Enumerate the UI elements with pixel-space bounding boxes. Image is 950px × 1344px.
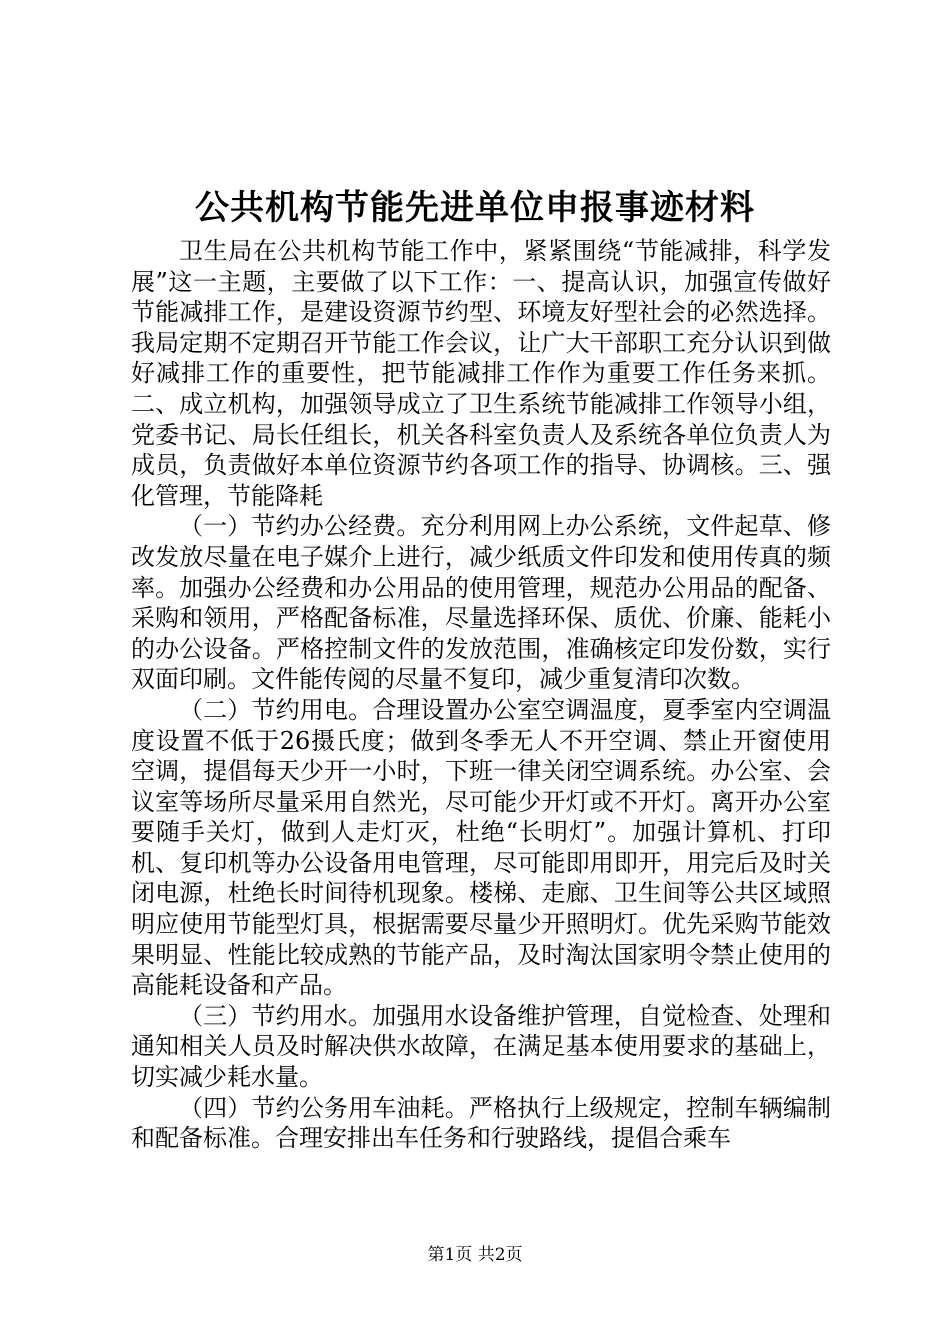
paragraph-vehicle-fuel: （四）节约公务用车油耗。严格执行上级规定，控制车辆编制和配备标准。合理安排出车任务和行驶路线，提倡合乘车	[131, 1093, 831, 1153]
paragraph-water: （三）节约用水。加强用水设备维护管理，自觉检查、处理和通知相关人员及时解决供水故障，在满足基本使用要求的基础上，切实减少耗水量。	[131, 1001, 831, 1092]
document-body	[131, 236, 831, 1154]
page-number-footer: 第1页 共2页	[427, 1245, 523, 1265]
document-title: 公共机构节能先进单位申报事迹材料	[195, 188, 755, 228]
paragraph-office-expenses: （一）节约办公经费。充分利用网上办公系统，文件起草、修改发放尽量在电子媒介上进行，减少纸质文件印发和使用传真的频率。加强办公经费和办公用品的使用管理，规范办公用品的配备、采购和领用，严格配备标准，尽量选择环保、质优、价廉、能耗小的办公设备。严格控制文件的发放范围，准确核定印发份数，实行双面印刷。文件能传阅的尽量不复印，减少重复清印次数。	[131, 512, 831, 694]
paragraph-intro: 卫生局在公共机构节能工作中，紧紧围绕“节能减排，科学发展”这一主题，主要做了以下工作：一、提高认识，加强宣传做好节能减排工作，是建设资源节约型、环境友好型社会的必然选择。我局定期不定期召开节能工作会议，让广大干部职工充分认识到做好减排工作的重要性，把节能减排工作作为重要工作任务来抓。二、成立机构，加强领导成立了卫生系统节能减排工作领导小组，党委书记、局长任组长，机关各科室负责人及系统各单位负责人为成员，负责做好本单位资源节约各项工作的指导、协调核。三、强化管理，节能降耗	[131, 237, 831, 510]
paragraph-electricity: （二）节约用电。合理设置办公室空调温度，夏季室内空调温度设置不低于26摄氏度；做到冬季无人不开空调、禁止开窗使用空调，提倡每天少开一小时，下班一律关闭空调系统。办公室、会议室等场所尽量采用自然光，尽可能少开灯或不开灯。离开办公室要随手关灯，做到人走灯灭，杜绝“长明灯”。加强计算机、打印机、复印机等办公设备用电管理，尽可能即用即开，用完后及时关闭电源，杜绝长时间待机现象。楼梯、走廊、卫生间等公共区域照明应使用节能型灯具，根据需要尽量少开照明灯。优先采购节能效果明显、性能比较成熟的节能产品，及时淘汰国家明令禁止使用的高能耗设备和产品。	[131, 695, 831, 1000]
